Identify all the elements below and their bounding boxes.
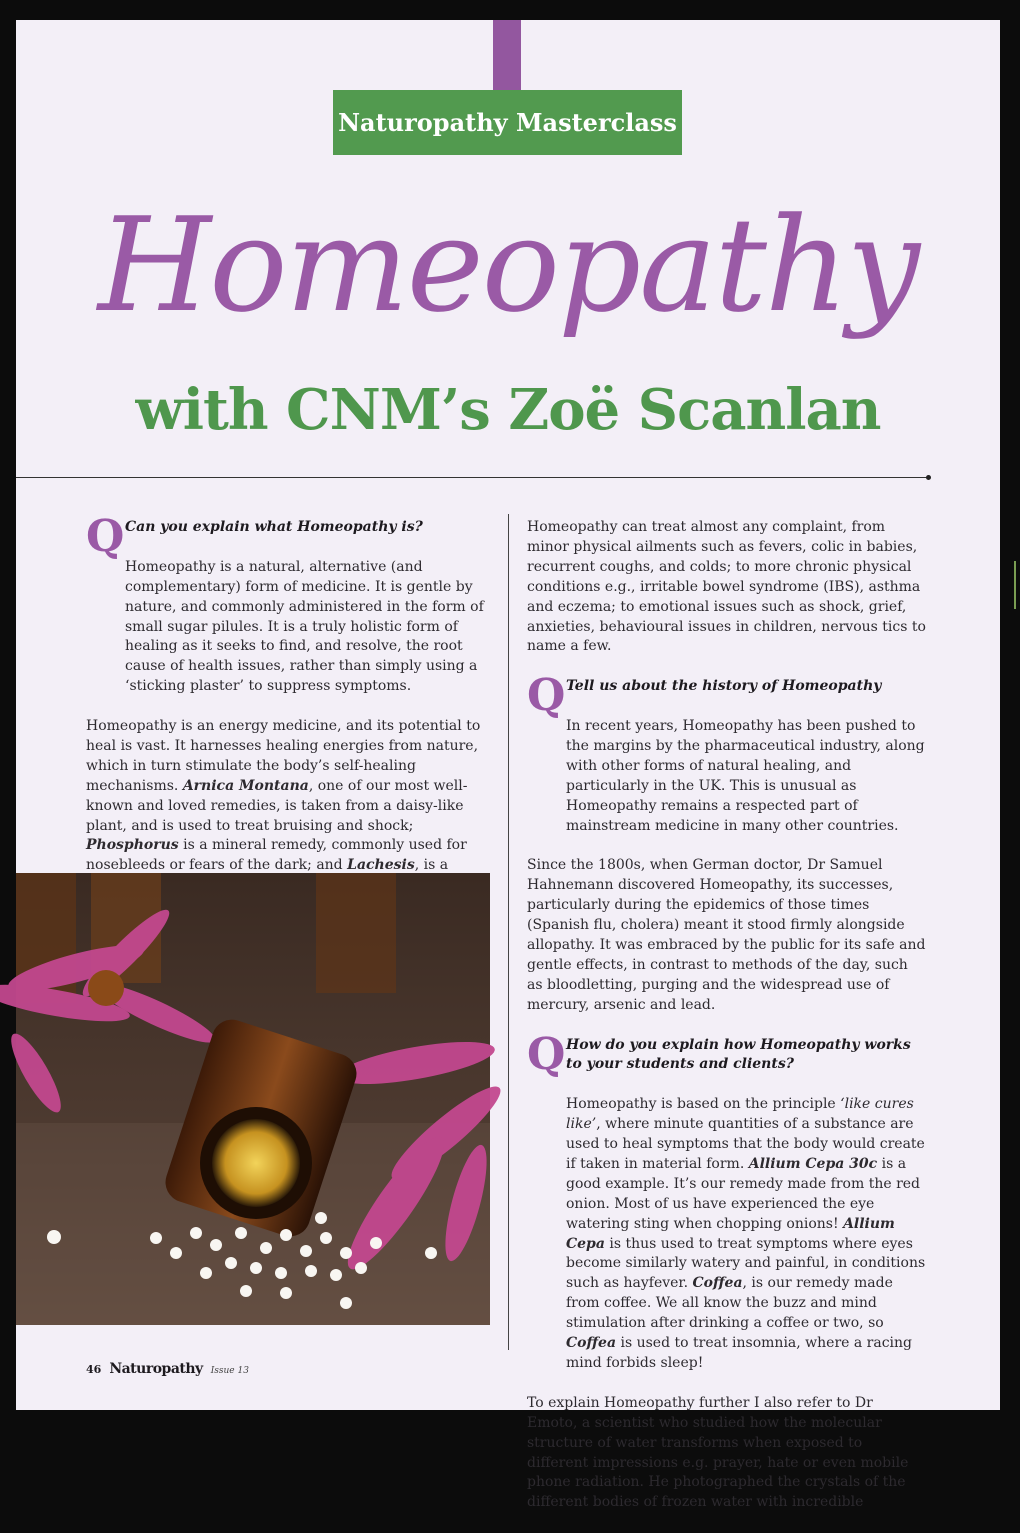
question-heading: Can you explain what Homeopathy is?: [125, 519, 423, 535]
drop-cap-q: Q: [527, 670, 566, 722]
divider-dot: [926, 475, 931, 480]
answer-paragraph: Homeopathy is a natural, alternative (and complementary) form of medicine. It is gentle by nature, and commonly administered in the form of small sugar pilules. It is a truly holistic form of healing as it seeks to find, and resolve, the root cause of health issues, rather than simply using a ‘sticking plaster’ to suppress symptoms.: [125, 558, 484, 695]
page-footer: [86, 1361, 249, 1377]
column-divider: [508, 514, 509, 1350]
page-edge-mark: [1014, 561, 1016, 609]
answer-paragraph: Since the 1800s, when German doctor, Dr Samuel Hahnemann discovered Homeopathy, its successes, particularly during the epidemics of those times (Spanish flu, cholera) meant it stood firmly alongside allopathy. It was embraced by the public for its safe and gentle effects, in contrast to methods of the day, such as bloodletting, purging and the widespread use of mercury, arsenic and lead.: [527, 857, 926, 1013]
issue-label: Issue 13: [210, 1366, 249, 1376]
drop-cap-q: Q: [527, 1028, 566, 1080]
answer-paragraph: In recent years, Homeopathy has been pushed to the margins by the pharmaceutical industry, along with other forms of natural healing, and particularly in the UK. This is unusual as Homeopathy remains a respected part of mainstream medicine in many other countries.: [566, 718, 925, 834]
question-block-3: [527, 1028, 927, 1374]
question-block-1: [86, 511, 488, 697]
magazine-name: Naturopathy: [109, 1361, 203, 1377]
section-banner: Naturopathy Masterclass: [333, 90, 682, 155]
answer-paragraph: Homeopathy is an energy medicine, and its potential to heal is vast. It harnesses healing energies from nature, which in turn stimulate the body’s self-healing mechanisms. Arnica Montana, one of our most well-known and loved remedies, is taken from a daisy-like plant, and is used to treat bruising and shock; Phosphorus is a mineral remedy, commonly used for nosebleeds or fears of the dark; and Lachesis, is a: [86, 718, 481, 874]
question-heading: How do you explain how Homeopathy works to your students and clients?: [566, 1036, 911, 1073]
drop-cap-q: Q: [86, 511, 125, 562]
page-number: 46: [86, 1363, 102, 1376]
answer-paragraph: Homeopathy can treat almost any complaint, from minor physical ailments such as fevers, colic in babies, recurrent coughs, and colds; to more chronic physical conditions e.g., irritable bowel syndrome (IBS), asthma and eczema; to emotional issues such as shock, grief, anxieties, behavioural issues in children, nervous tics to name a few.: [527, 519, 926, 655]
answer-paragraph: Homeopathy is based on the principle ‘like cures like’, where minute quantities of a substance are used to heal symptoms that the body would create if taken in material form. Allium Cepa 30c is a good example. It’s our remedy made from the red onion. Most of us have experienced the eye watering sting when chopping onions! Allium Cepa is thus used to treat symptoms where eyes become similarly watery and painful, in conditions such as hayfever. Coffea, is our remedy made from coffee. We all know the buzz and mind stimulation after drinking a coffee or two, so Coffea is used to treat insomnia, where a racing mind forbids sleep!: [566, 1096, 926, 1371]
question-heading: Tell us about the history of Homeopathy: [566, 678, 882, 695]
magazine-page: [16, 20, 1000, 1511]
answer-paragraph: To explain Homeopathy further I also refer to Dr Emoto, a scientist who studied how the molecular structure of water transforms when exposed to different impressions e.g. prayer, hate or even mobile phone radiation. He photographed the crystals of the different bodies of frozen water with incredible: [527, 1394, 909, 1511]
question-block-2: [527, 670, 927, 836]
title-divider: [16, 477, 929, 478]
page-subtitle: with CNM’s Zoë Scanlan: [135, 377, 881, 443]
page-title: Homeopathy: [97, 189, 919, 341]
homeopathy-remedy-photo: [16, 873, 490, 1325]
right-column: [527, 518, 927, 1533]
